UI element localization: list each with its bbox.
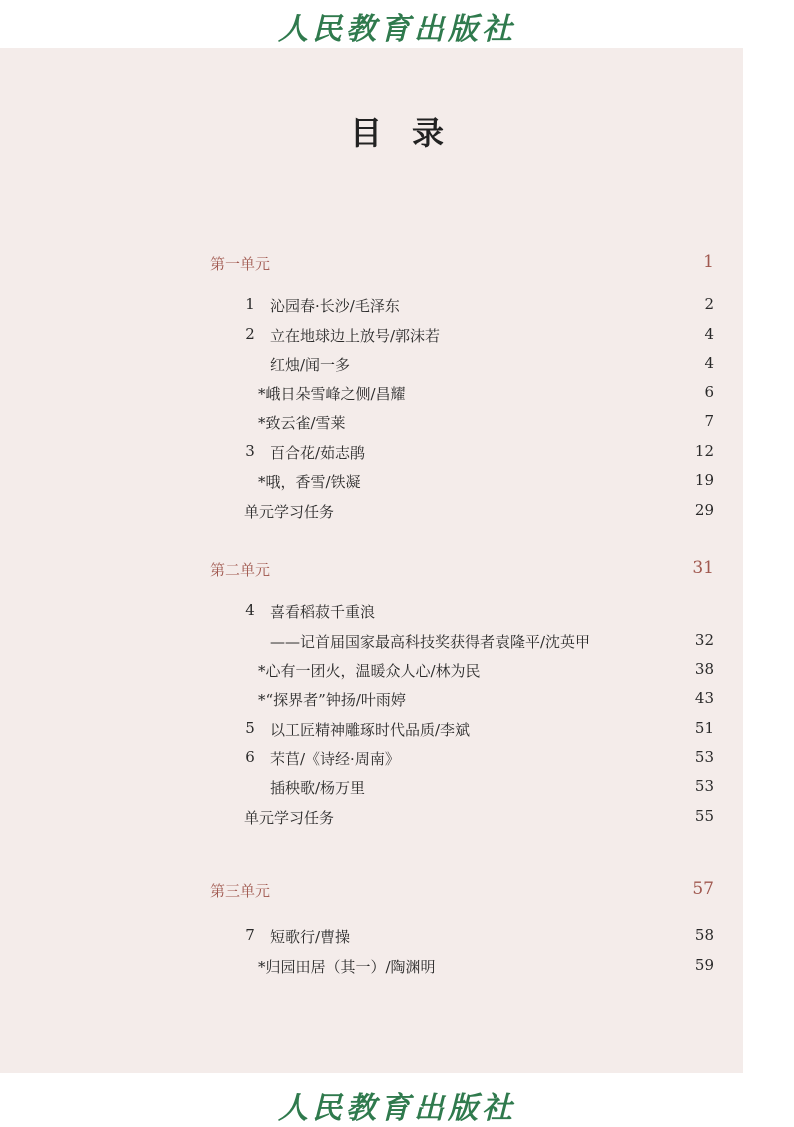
entry-page: 19 xyxy=(694,471,714,489)
toc-entry: 以工匠精神雕琢时代品质/李斌 xyxy=(270,721,471,739)
toc-entry: 红烛/闻一多 xyxy=(270,356,351,374)
entry-page: 4 xyxy=(704,354,714,372)
toc-entry: 短歌行/曹操 xyxy=(270,928,351,946)
entry-num: 7 xyxy=(245,926,255,944)
toc-entry: *哦，香雪/铁凝 xyxy=(258,473,361,491)
entry-page: 12 xyxy=(694,442,714,460)
entry-page: 51 xyxy=(694,719,714,737)
toc-entry: 单元学习任务 xyxy=(244,503,335,521)
toc-entry: 百合花/茹志鹃 xyxy=(270,444,366,462)
entry-page: 59 xyxy=(694,956,714,974)
toc-entry: 芣苢/《诗经·周南》 xyxy=(270,750,400,768)
unit-2-page: 31 xyxy=(692,558,714,578)
entry-page: 32 xyxy=(694,631,714,649)
toc-entry: 立在地球边上放号/郭沫若 xyxy=(270,327,441,345)
toc-entry: *归园田居（其一）/陶渊明 xyxy=(258,958,436,976)
entry-page: 43 xyxy=(694,689,714,707)
unit-2-label: 第二单元 xyxy=(210,561,271,579)
unit-1-label: 第一单元 xyxy=(210,255,271,273)
toc-entry: ——记首届国家最高科技奖获得者袁隆平/沈英甲 xyxy=(270,633,591,651)
entry-page: 53 xyxy=(694,777,714,795)
unit-3-label: 第三单元 xyxy=(210,882,271,900)
toc-entry: 沁园春·长沙/毛泽东 xyxy=(270,297,400,315)
unit-1-page: 1 xyxy=(703,252,714,272)
entry-page: 53 xyxy=(694,748,714,766)
entry-page: 58 xyxy=(694,926,714,944)
entry-num: 3 xyxy=(245,442,255,460)
toc-panel xyxy=(0,48,743,1073)
unit-3-page: 57 xyxy=(692,879,714,899)
entry-page: 55 xyxy=(694,807,714,825)
entry-num: 4 xyxy=(245,601,255,619)
toc-entry: 喜看稻菽千重浪 xyxy=(270,603,376,621)
toc-entry: *致云雀/雪莱 xyxy=(258,414,346,432)
entry-page: 4 xyxy=(704,325,714,343)
entry-page: 38 xyxy=(694,660,714,678)
entry-num: 5 xyxy=(245,719,255,737)
publisher-logo-bottom: 人民教育出版社 xyxy=(278,1091,516,1126)
toc-entry: *“探界者”钟扬/叶雨婷 xyxy=(258,691,406,709)
entry-page: 2 xyxy=(704,295,714,313)
entry-page: 7 xyxy=(704,412,714,430)
toc-entry: 插秧歌/杨万里 xyxy=(270,779,366,797)
toc-entry: *心有一团火，温暖众人心/林为民 xyxy=(258,662,481,680)
entry-num: 6 xyxy=(245,748,255,766)
entry-num: 2 xyxy=(245,325,255,343)
entry-page: 29 xyxy=(694,501,714,519)
entry-num: 1 xyxy=(245,295,255,313)
page-title: 目录 xyxy=(349,114,474,152)
publisher-logo-top: 人民教育出版社 xyxy=(278,12,516,47)
toc-entry: *峨日朵雪峰之侧/昌耀 xyxy=(258,385,406,403)
entry-page: 6 xyxy=(704,383,714,401)
toc-entry: 单元学习任务 xyxy=(244,809,335,827)
